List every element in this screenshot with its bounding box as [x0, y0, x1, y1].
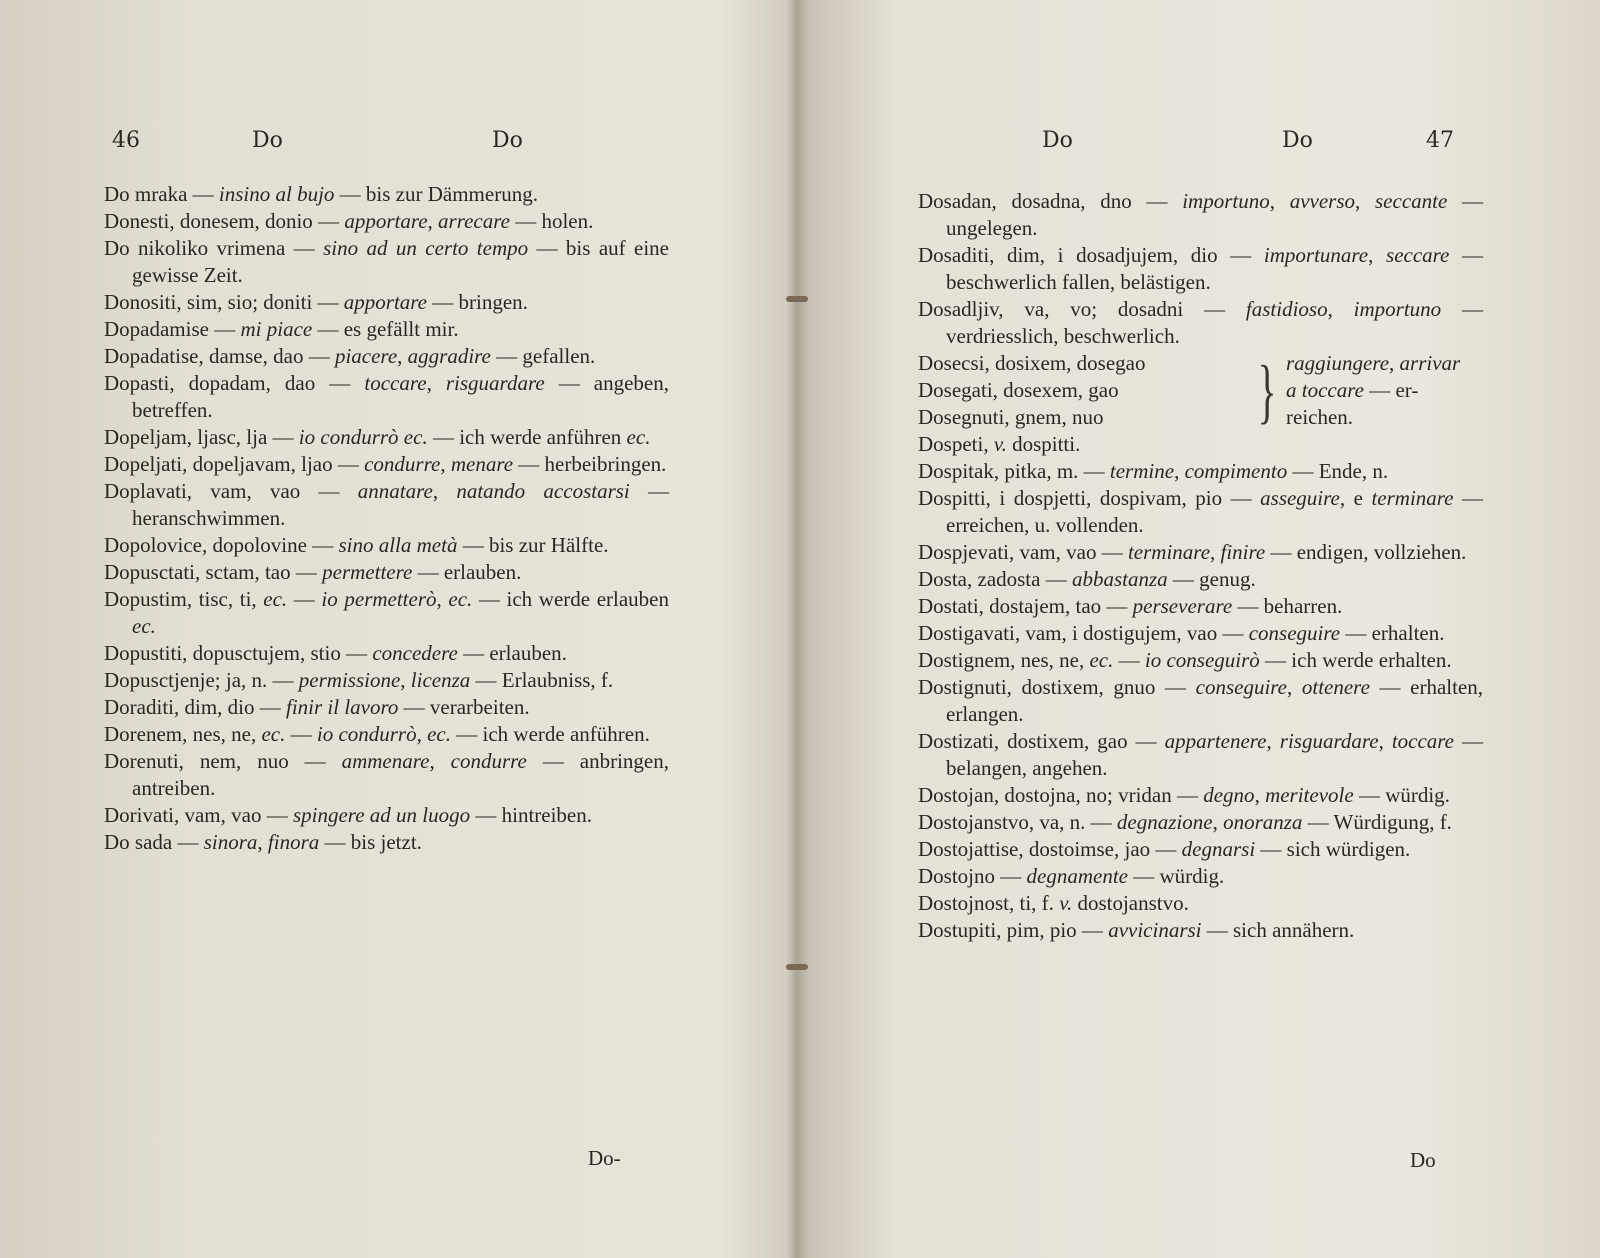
entry-text: , [1254, 783, 1266, 807]
italian-gloss: conseguire [1195, 675, 1287, 699]
italian-gloss: aggradire [407, 344, 491, 368]
dictionary-entry [104, 640, 669, 667]
italian-gloss: ec. [132, 614, 156, 638]
entry-text: — gefallen. [490, 344, 596, 368]
italian-gloss: terminare [1127, 540, 1211, 564]
italian-gloss: sino alla metà [338, 533, 458, 557]
entry-text: , [1266, 729, 1280, 753]
entry-text: Dostojnost, ti, f. [918, 891, 1060, 915]
dictionary-entry [918, 620, 1483, 647]
italian-gloss: spingere ad un luogo [292, 803, 471, 827]
italian-gloss: importunare [1263, 243, 1369, 267]
head-right-word: Do [1282, 128, 1313, 153]
entry-text: Dopeljati, dopeljavam, ljao — [104, 452, 365, 476]
italian-gloss: degnazione [1116, 810, 1213, 834]
italian-gloss: io condurrò ec. [298, 425, 428, 449]
italian-gloss: meritevole [1265, 783, 1354, 807]
entry-text: , [440, 452, 451, 476]
dictionary-entry [918, 728, 1483, 782]
head-left-word: Do [1042, 128, 1073, 153]
dictionary-entry [918, 674, 1483, 728]
entry-text: Dostizati, dostixem, gao — [918, 729, 1165, 753]
dictionary-entry [918, 566, 1483, 593]
dictionary-entry [104, 667, 669, 694]
italian-gloss: importuno [1182, 189, 1270, 213]
entry-text: Dorenuti, nem, nuo — [104, 749, 342, 773]
dictionary-entry [918, 782, 1483, 809]
entry-text: Donesti, donesem, donio — [104, 209, 345, 233]
italian-gloss: termine [1109, 459, 1175, 483]
italian-gloss: finir il lavoro [286, 695, 399, 719]
entry-text: — beschwerlich fallen, belästigen. [946, 243, 1484, 294]
entry-text: Dospitti, i dospjetti, dospivam, pio — [918, 486, 1261, 510]
italian-gloss: natando accostarsi [456, 479, 630, 503]
italian-gloss: concedere [372, 641, 458, 665]
dictionary-entry [918, 593, 1483, 620]
entry-text: — genug. [1167, 567, 1256, 591]
dictionary-entry [918, 458, 1483, 485]
entry-text: , [1389, 351, 1400, 375]
dictionary-entry [104, 316, 669, 343]
italian-gloss: insino al bujo [218, 182, 335, 206]
entry-text: , [397, 344, 408, 368]
italian-gloss: perseverare [1132, 594, 1233, 618]
dictionary-entry [918, 539, 1483, 566]
italian-gloss: permettere [322, 560, 413, 584]
dictionary-entry [104, 181, 669, 208]
entry-text: — hintreiben. [470, 803, 592, 827]
dictionary-entry [918, 917, 1483, 944]
entry-text: — erhalten. [1340, 621, 1445, 645]
italian-gloss: ec. [427, 722, 452, 746]
entry-text: — bis jetzt. [319, 830, 422, 854]
entry-text: Dosegnuti, gnem, nuo [918, 405, 1104, 429]
entry-text: , [1368, 243, 1387, 267]
entry-text: dospitti. [1006, 432, 1081, 456]
bracket-gloss-line [1286, 377, 1483, 404]
bracket-headword [918, 377, 1248, 404]
entry-text: Dopusctjenje; ja, n. — [104, 668, 299, 692]
dictionary-entry [104, 829, 669, 856]
catchword: Do [1410, 1148, 1436, 1172]
italian-gloss: ottenere [1301, 675, 1370, 699]
entry-text: dostojanstvo. [1072, 891, 1189, 915]
entry-text: Donositi, sim, sio; doniti — [104, 290, 344, 314]
italian-gloss: condurre [450, 749, 527, 773]
entry-text: reichen. [1286, 405, 1354, 429]
entry-text: Dopusctati, sctam, tao — [104, 560, 323, 584]
dictionary-entry [104, 208, 669, 235]
italian-gloss: conseguire [1248, 621, 1341, 645]
italian-gloss: importuno [1353, 297, 1442, 321]
entry-text: , [257, 830, 268, 854]
entry-text: Dostupiti, pim, pio — [918, 918, 1109, 942]
entry-text: — er- [1363, 378, 1419, 402]
dictionary-entry [104, 451, 669, 478]
entry-text: — beharren. [1232, 594, 1343, 618]
entry-text: , [1269, 189, 1290, 213]
entry-text: Dostignuti, dostixem, gnuo — [918, 675, 1196, 699]
entry-text: — es gefällt mir. [312, 317, 459, 341]
italian-gloss: permissione [298, 668, 401, 692]
entry-text: — sich annähern. [1201, 918, 1355, 942]
italian-gloss: arrivar [1399, 351, 1461, 375]
dictionary-entry [104, 532, 669, 559]
italian-gloss: fastidioso [1245, 297, 1328, 321]
entry-text: — anbringen, antreiben. [132, 749, 669, 800]
italian-gloss: piacere [334, 344, 398, 368]
entry-text: Dostignem, nes, ne, [918, 648, 1090, 672]
italian-gloss: ec. [1089, 648, 1114, 672]
italian-gloss: io permetterò [321, 587, 437, 611]
entry-text: , [1174, 459, 1185, 483]
italian-gloss: io conseguirò [1144, 648, 1260, 672]
italian-gloss: condurre [364, 452, 441, 476]
italian-gloss: sino ad un certo tempo [323, 236, 529, 260]
dictionary-entry [104, 343, 669, 370]
italian-gloss: onoranza [1223, 810, 1303, 834]
dictionary-entry [918, 242, 1483, 296]
curly-brace: } [1257, 350, 1277, 431]
entry-text: Dopolovice, dopolovine — [104, 533, 339, 557]
italian-gloss: a toccare [1286, 378, 1364, 402]
italian-gloss: mi piace [240, 317, 313, 341]
dictionary-entry [918, 809, 1483, 836]
page-number: 47 [1426, 128, 1454, 153]
italian-gloss: finire [1220, 540, 1266, 564]
italian-gloss: sinora [203, 830, 258, 854]
entry-text: Dopadamise — [104, 317, 241, 341]
entry-text: Doraditi, dim, dio — [104, 695, 286, 719]
entry-text: , [1355, 189, 1375, 213]
italian-gloss: apportare [344, 209, 428, 233]
dictionary-entry [104, 289, 669, 316]
dictionary-entry [918, 188, 1483, 242]
italian-gloss: v. [993, 432, 1007, 456]
entry-text: Dopeljam, ljasc, lja — [104, 425, 299, 449]
entry-text: Dosegati, dosexem, gao [918, 378, 1119, 402]
dictionary-entry [104, 478, 669, 532]
italian-gloss: risguardare [445, 371, 545, 395]
entry-text: Dospjevati, vam, vao — [918, 540, 1128, 564]
italian-gloss: ec. [626, 425, 651, 449]
italian-gloss: finora [267, 830, 320, 854]
entry-text: — herbeibringen. [513, 452, 667, 476]
entry-text: — erlauben. [457, 641, 567, 665]
entry-text: Dosadljiv, va, vo; dosadni — [918, 297, 1246, 321]
entry-text: , [429, 749, 451, 773]
dictionary-entry [104, 424, 669, 451]
dictionary-entry [104, 721, 669, 748]
italian-gloss: asseguire [1260, 486, 1340, 510]
italian-gloss: menare [450, 452, 514, 476]
entry-text: Dosta, zadosta — [918, 567, 1072, 591]
italian-gloss: seccare [1386, 243, 1450, 267]
italian-gloss: risguardare [1279, 729, 1379, 753]
dictionary-entry [104, 748, 669, 802]
catchword: Do- [588, 1146, 621, 1170]
entry-text: Do sada — [104, 830, 204, 854]
bracket-gloss-line [1286, 350, 1483, 377]
entry-text: Dopadatise, damse, dao — [104, 344, 335, 368]
dictionary-entry [104, 694, 669, 721]
italian-gloss: raggiungere [1286, 351, 1390, 375]
dictionary-entry [918, 836, 1483, 863]
dictionary-entry [918, 296, 1483, 350]
italian-gloss: ec. [261, 722, 286, 746]
entry-text: , [436, 587, 449, 611]
bracketed-entry-group [918, 350, 1483, 431]
entry-text: Dopustim, tisc, ti, [104, 587, 264, 611]
italian-gloss: abbastanza [1071, 567, 1168, 591]
entry-text: — endigen, vollziehen. [1265, 540, 1467, 564]
entry-list [918, 188, 1483, 944]
left-page [0, 0, 790, 1258]
entry-text: — [1113, 648, 1145, 672]
entry-text: , [1327, 297, 1354, 321]
bracket-gloss-line [1286, 404, 1483, 431]
italian-gloss: degnamente [1026, 864, 1128, 888]
italian-gloss: io condurrò [316, 722, 417, 746]
italian-gloss: ec. [448, 587, 473, 611]
italian-gloss: ec. [263, 587, 288, 611]
entry-text: — ich werde erlauben [472, 587, 670, 611]
italian-gloss: compimento [1184, 459, 1288, 483]
dictionary-entry [918, 485, 1483, 539]
dictionary-entry [104, 802, 669, 829]
entry-text: — würdig. [1127, 864, 1225, 888]
dictionary-entry [104, 586, 669, 640]
italian-gloss: appartenere [1164, 729, 1267, 753]
dictionary-entry [918, 890, 1483, 917]
entry-text: — Würdigung, f. [1302, 810, 1452, 834]
entry-text: — verarbeiten. [398, 695, 530, 719]
entry-text: , [1378, 729, 1392, 753]
entry-text: Dopasti, dopadam, dao — [104, 371, 365, 395]
entry-text: Dostojno — [918, 864, 1027, 888]
italian-gloss: apportare [343, 290, 428, 314]
italian-gloss: avvicinarsi [1108, 918, 1202, 942]
italian-gloss: degno [1203, 783, 1255, 807]
italian-gloss: licenza [410, 668, 471, 692]
entry-text: — belangen, angehen. [946, 729, 1484, 780]
italian-gloss: avverso [1289, 189, 1356, 213]
entry-text: — erreichen, u. vollenden. [946, 486, 1484, 537]
dictionary-entry [918, 863, 1483, 890]
entry-text: Dosecsi, dosixem, dosegao [918, 351, 1146, 375]
entry-text: — ich werde erhalten. [1259, 648, 1452, 672]
entry-text: , [432, 479, 457, 503]
entry-text: — ich werde anführen [427, 425, 627, 449]
entry-text: — [287, 587, 322, 611]
entry-text: — bis zur Hälfte. [457, 533, 609, 557]
entry-text: Doplavati, vam, vao — [104, 479, 358, 503]
entry-text: Dostati, dostajem, tao — [918, 594, 1133, 618]
page-number: 46 [112, 128, 140, 153]
entry-text: Dosadan, dosadna, dno — [918, 189, 1183, 213]
entry-list [104, 181, 669, 856]
italian-gloss: toccare [364, 371, 427, 395]
entry-text: — ich werde anführen. [451, 722, 650, 746]
entry-text: — [285, 722, 317, 746]
entry-text: — Ende, n. [1287, 459, 1389, 483]
entry-text: , [400, 668, 411, 692]
italian-gloss: arrecare [438, 209, 510, 233]
head-left-word: Do [252, 128, 283, 153]
bracket-headword [918, 404, 1248, 431]
running-head [0, 128, 790, 168]
entry-text: , [426, 371, 446, 395]
entry-text: — bis zur Dämmerung. [334, 182, 538, 206]
dictionary-entry [918, 431, 1483, 458]
entry-text: Do nikoliko vrimena — [104, 236, 324, 260]
entry-text: , [416, 722, 428, 746]
italian-gloss: seccante [1375, 189, 1448, 213]
entry-text: — ungelegen. [946, 189, 1484, 240]
entry-text: — erhalten, erlangen. [946, 675, 1484, 726]
entry-text: Dorenem, nes, ne, [104, 722, 262, 746]
head-right-word: Do [492, 128, 523, 153]
bracket-headword [918, 350, 1248, 377]
right-page [800, 0, 1600, 1258]
entry-text: Dostojanstvo, va, n. — [918, 810, 1117, 834]
entry-text: , e [1339, 486, 1372, 510]
entry-text: — heranschwimmen. [132, 479, 670, 530]
entry-text: — bis auf eine gewisse Zeit. [132, 236, 669, 287]
entry-text: , [1287, 675, 1302, 699]
running-head [800, 128, 1600, 168]
dictionary-entry [104, 235, 669, 289]
dictionary-entry [104, 370, 669, 424]
italian-gloss: toccare [1391, 729, 1455, 753]
italian-gloss: ammenare [341, 749, 430, 773]
entry-text: — verdriesslich, beschwerlich. [946, 297, 1484, 348]
entry-text: Dostigavati, vam, i dostigujem, vao — [918, 621, 1249, 645]
entry-text: — sich würdigen. [1255, 837, 1411, 861]
entry-text: Do mraka — [104, 182, 219, 206]
entry-text: , [1212, 810, 1224, 834]
entry-text: — erlauben. [412, 560, 522, 584]
entry-text: , [427, 209, 439, 233]
entry-text: — angeben, betreffen. [132, 371, 670, 422]
entry-text: Dostojan, dostojna, no; vridan — [918, 783, 1204, 807]
italian-gloss: terminare [1371, 486, 1454, 510]
entry-text: Dostojattise, dostoimse, jao — [918, 837, 1182, 861]
dictionary-entry [104, 559, 669, 586]
dictionary-entry [918, 647, 1483, 674]
entry-text: Dosaditi, dim, i dosadjujem, dio — [918, 243, 1264, 267]
entry-text: — Erlaubniss, f. [470, 668, 614, 692]
entry-text: Dospeti, [918, 432, 994, 456]
entry-text: — würdig. [1353, 783, 1450, 807]
entry-text: — bringen. [427, 290, 528, 314]
entry-text: — holen. [509, 209, 594, 233]
entry-text: , [1210, 540, 1221, 564]
italian-gloss: annatare [357, 479, 433, 503]
entry-text: Dorivati, vam, vao — [104, 803, 293, 827]
italian-gloss: v. [1059, 891, 1073, 915]
entry-text: Dopustiti, dopusctujem, stio — [104, 641, 373, 665]
entry-text: Dospitak, pitka, m. — [918, 459, 1110, 483]
italian-gloss: degnarsi [1181, 837, 1256, 861]
